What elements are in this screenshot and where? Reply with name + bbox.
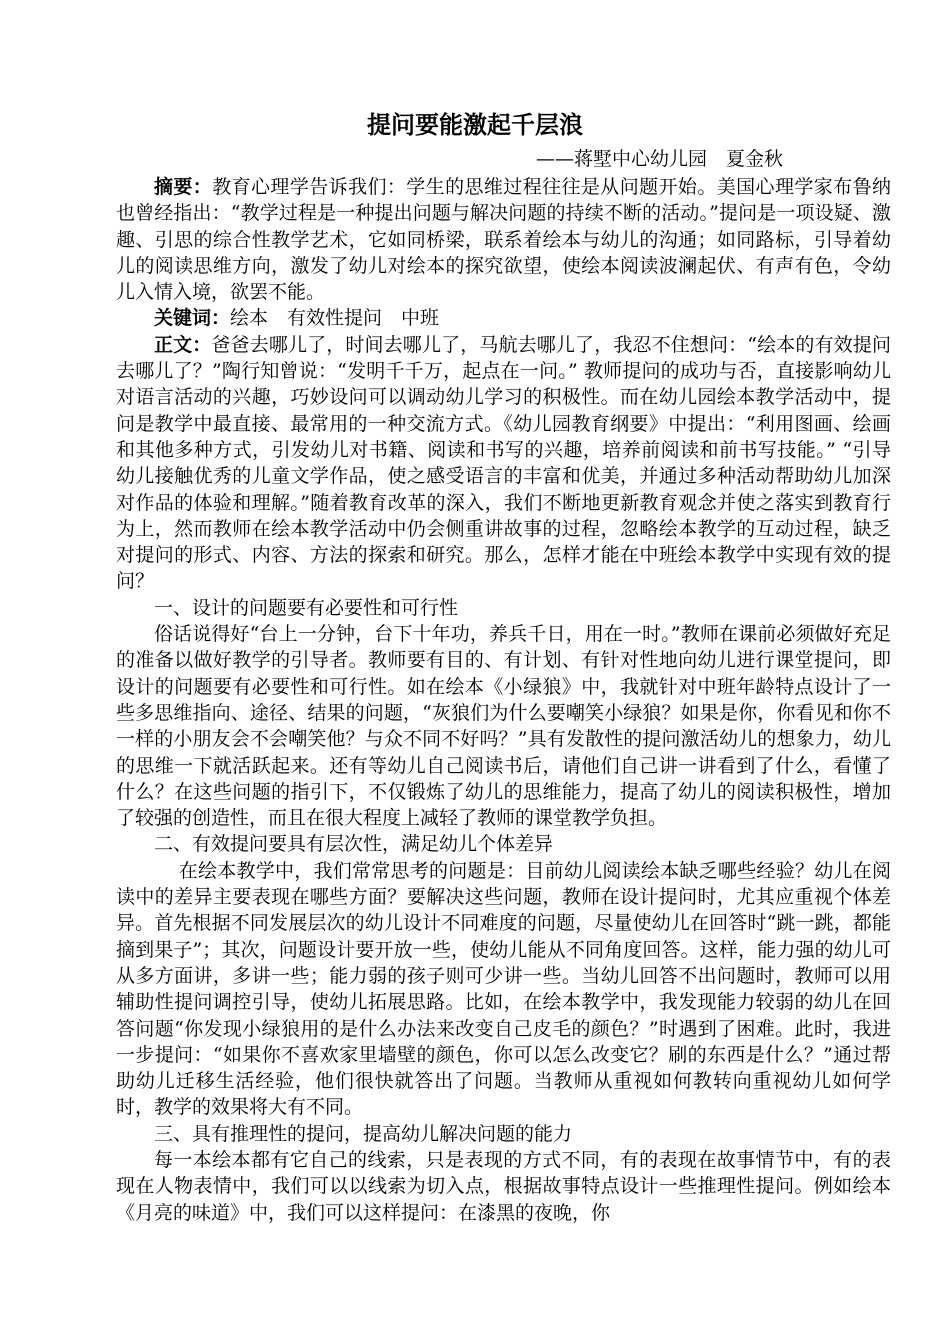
abstract-text: 教育心理学告诉我们：学生的思维过程往往是从问题开始。美国心理学家布鲁纳也曾经指出：“教学过程是一种提出问题与解决问题的持续不断的活动。”提问是一项设疑、激趣、引思的综合性教学艺术，它如同桥梁，联系着绘本与幼儿的沟通；如同路标，引导着幼儿的阅读思维方向，激发了幼儿对绘本的探究欲望，使绘本阅读波澜起伏、有声有色，令幼儿入情入境，欲罢不能。 xyxy=(116,176,891,304)
body-intro-text: 爸爸去哪儿了，时间去哪儿了，马航去哪儿了，我忍不住想问：“绘本的有效提问去哪儿了？”陶行知曾说：“发明千千万，起点在一问。” 教师提问的成功与否，直接影响幼儿对语言活动的兴趣，巧妙设问可以调动幼儿学习的积极性。而在幼儿园绘本教学活动中，提问是教学中最直接、最常用的一种交流方式。《幼儿园教育纲要》中提出：“利用图画、绘画和其他多种方式，引发幼儿对书籍、阅读和书写的兴趣，培养前阅读和前书写技能。” “引导幼儿接触优秀的儿童文学作品，使之感受语言的丰富和优美，并通过多种活动帮助幼儿加深对作品的体验和理解。”随着教育改革的深入，我们不断地更新教育观念并使之落实到教育行为上，然而教师在绘本教学活动中仍会侧重讲故事的过程，忽略绘本教学的互动过程，缺乏对提问的形式、内容、方法的探索和研究。那么，怎样才能在中班绘本教学中实现有效的提问？ xyxy=(116,333,891,593)
author-line: ——蒋墅中心幼儿园 夏金秋 xyxy=(536,148,784,170)
body-intro-paragraph xyxy=(116,332,891,595)
keywords-text: 绘本 有效性提问 中班 xyxy=(230,307,440,330)
abstract-paragraph xyxy=(116,174,891,305)
section2-heading: 二、有效提问要具有层次性，满足幼儿个体差异 xyxy=(154,833,554,856)
document-title: 提问要能激起千层浪 xyxy=(367,111,583,139)
section1-heading: 一、设计的问题要有必要性和可行性 xyxy=(154,596,459,619)
body-label: 正文： xyxy=(154,333,212,356)
document-body xyxy=(116,174,891,1226)
section3-paragraph: 每一本绘本都有它自己的线索，只是表现的方式不同，有的表现在故事情节中，有的表现在人物表情中，我们可以以线索为切入点，根据故事特点设计一些推理性提问。例如绘本《月亮的味道》中，我们可以这样提问：在漆黑的夜晚，你 xyxy=(116,1148,891,1224)
section3-heading: 三、具有推理性的提问，提高幼儿解决问题的能力 xyxy=(154,1122,573,1145)
section2-paragraph: 在绘本教学中，我们常常思考的问题是：目前幼儿阅读绘本缺乏哪些经验？幼儿在阅读中的差异主要表现在哪些方面？要解决这些问题，教师在设计提问时，尤其应重视个体差异。首先根据不同发展层次的幼儿设计不同难度的问题，尽量使幼儿在回答时“跳一跳，都能摘到果子”；其次，问题设计要开放一些，使幼儿能从不同角度回答。这样，能力强的幼儿可从多方面讲，多讲一些；能力弱的孩子则可少讲一些。当幼儿回答不出问题时，教师可以用辅助性提问调控引导，使幼儿拓展思路。比如，在绘本教学中，我发现能力较弱的幼儿在回答问题“你发现小绿狼用的是什么办法来改变自己皮毛的颜色？”时遇到了困难。此时，我进一步提问：“如果你不喜欢家里墙壁的颜色，你可以怎么改变它？刷的东西是什么？”通过帮助幼儿迁移生活经验，他们很快就答出了问题。当教师从重视如何教转向重视幼儿如何学时，教学的效果将大有不同。 xyxy=(116,859,891,1119)
keywords-paragraph xyxy=(116,305,891,331)
abstract-label: 摘要： xyxy=(154,176,213,198)
section1-paragraph: 俗话说得好“台上一分钟，台下十年功，养兵千日，用在一时。”教师在课前必须做好充足的准备以做好教学的引导者。教师要有目的、有计划、有针对性地向幼儿进行课堂提问，即设计的问题要有必要性和可行性。如在绘本《小绿狼》中，我就针对中班年龄特点设计了一些多思维指向、途径、结果的问题，“灰狼们为什么要嘲笑小绿狼？如果是你，你看见和你不一样的小朋友会不会嘲笑他？与众不同不好吗？”具有发散性的提问激活幼儿的想象力，幼儿的思维一下就活跃起来。还有等幼儿自己阅读书后，请他们自己讲一讲看到了什么，看懂了什么？在这些问题的指引下，不仅锻炼了幼儿的思维能力，提高了幼儿的阅读积极性，增加了较强的创造性，而且在很大程度上减轻了教师的课堂教学负担。 xyxy=(116,623,891,830)
keywords-label: 关键词： xyxy=(154,307,231,330)
